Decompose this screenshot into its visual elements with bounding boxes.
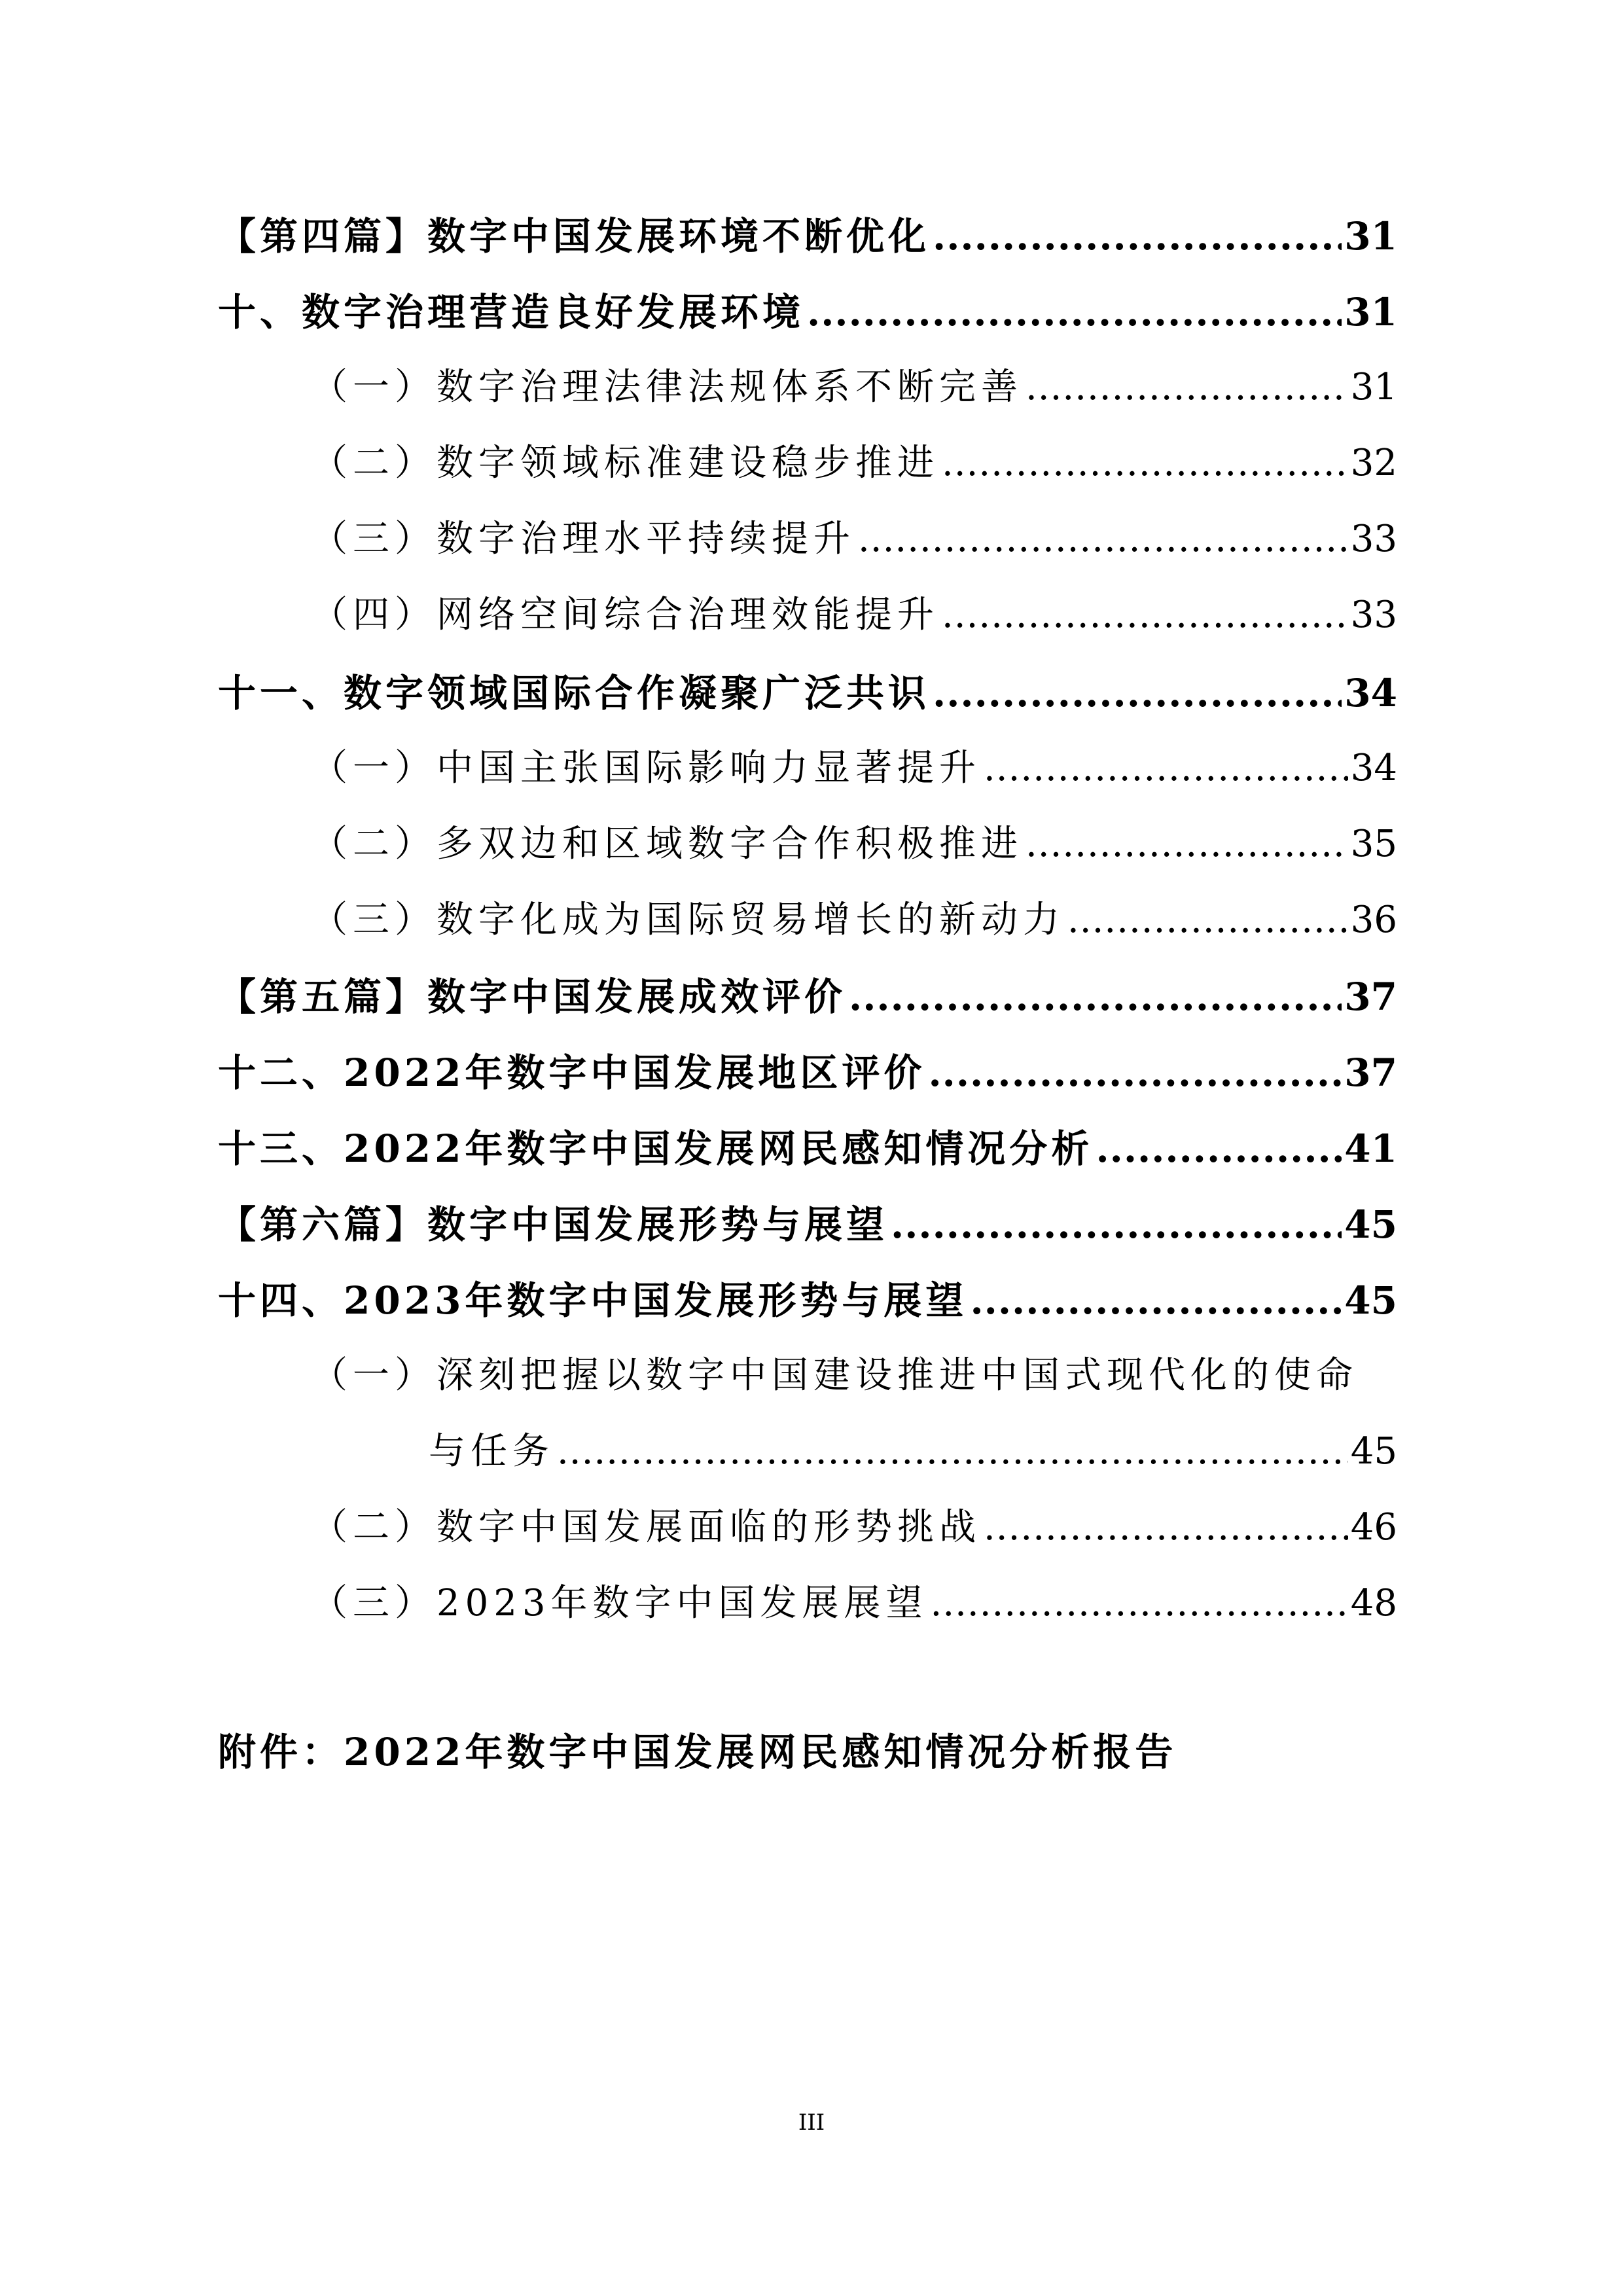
toc-entry-section-10-4[interactable] bbox=[311, 594, 1397, 636]
toc-entry-section-10-2[interactable] bbox=[311, 442, 1397, 484]
toc-entry-title: （三）数字治理水平持续提升 bbox=[311, 518, 855, 560]
dot-leader bbox=[1026, 369, 1348, 406]
toc-entry-title: （二）数字中国发展面临的形势挑战 bbox=[311, 1506, 981, 1549]
toc-entry-title: 【第六篇】数字中国发展形势与展望 bbox=[218, 1202, 889, 1247]
toc-entry-title: 十二、2022年数字中国发展地区评价 bbox=[218, 1050, 926, 1095]
toc-entry-page: 33 bbox=[1350, 594, 1397, 636]
dot-leader bbox=[858, 521, 1348, 558]
toc-entry-title: （三）2023年数字中国发展展望 bbox=[311, 1582, 928, 1624]
toc-entry-chapter-11[interactable] bbox=[218, 671, 1397, 715]
toc-entry-title: （一）数字治理法律法规体系不断完善 bbox=[311, 366, 1023, 408]
toc-entry-page: 35 bbox=[1350, 823, 1397, 865]
toc-entry-part-five[interactable] bbox=[218, 975, 1397, 1019]
toc-entry-title: 【第五篇】数字中国发展成效评价 bbox=[218, 975, 847, 1019]
toc-entry-page: 31 bbox=[1344, 214, 1397, 259]
toc-entry-title: 十三、2022年数字中国发展网民感知情况分析 bbox=[218, 1126, 1094, 1171]
toc-entry-section-14-2[interactable] bbox=[311, 1506, 1397, 1549]
dot-leader bbox=[970, 1282, 1342, 1319]
toc-entry-title: （四）网络空间综合治理效能提升 bbox=[311, 594, 939, 636]
toc-entry-chapter-10[interactable] bbox=[218, 290, 1397, 334]
toc-entry-page: 48 bbox=[1350, 1582, 1397, 1624]
dot-leader bbox=[807, 293, 1342, 331]
dot-leader bbox=[931, 1585, 1348, 1622]
dot-leader bbox=[933, 217, 1342, 255]
toc-entry-page: 31 bbox=[1350, 366, 1397, 408]
toc-entry-page: 31 bbox=[1344, 290, 1397, 334]
dot-leader bbox=[891, 1206, 1342, 1244]
appendix-heading[interactable]: 附件：2022年数字中国发展网民感知情况分析报告 bbox=[218, 1730, 1177, 1774]
toc-entry-section-14-1-line1[interactable]: （一）深刻把握以数字中国建设推进中国式现代化的使命 bbox=[311, 1354, 1358, 1397]
toc-entry-page: 34 bbox=[1344, 671, 1397, 715]
toc-entry-page: 45 bbox=[1344, 1278, 1397, 1323]
toc-entry-section-11-1[interactable] bbox=[311, 747, 1397, 789]
toc-entry-page: 41 bbox=[1344, 1126, 1397, 1171]
dot-leader bbox=[984, 1509, 1348, 1546]
toc-entry-page: 34 bbox=[1350, 747, 1397, 789]
toc-entry-page: 45 bbox=[1344, 1202, 1397, 1247]
toc-entry-chapter-12[interactable] bbox=[218, 1050, 1397, 1095]
toc-entry-chapter-13[interactable] bbox=[218, 1126, 1397, 1171]
toc-entry-title: （一）中国主张国际影响力显著提升 bbox=[311, 747, 981, 789]
toc-entry-page: 46 bbox=[1350, 1506, 1397, 1549]
toc-entry-title: 十四、2023年数字中国发展形势与展望 bbox=[218, 1278, 968, 1323]
toc-entry-section-14-1[interactable] bbox=[429, 1430, 1397, 1473]
toc-entry-section-11-3[interactable] bbox=[311, 899, 1397, 941]
toc-entry-page: 37 bbox=[1344, 975, 1397, 1019]
toc-entry-section-14-3[interactable] bbox=[311, 1582, 1397, 1624]
dot-leader bbox=[849, 978, 1342, 1016]
page-number: III bbox=[798, 2109, 825, 2136]
dot-leader bbox=[984, 750, 1348, 787]
toc-entry-title: （二）多双边和区域数字合作积极推进 bbox=[311, 823, 1023, 865]
toc-entry-page: 36 bbox=[1350, 899, 1397, 941]
dot-leader bbox=[942, 597, 1348, 634]
toc-entry-page: 33 bbox=[1350, 518, 1397, 560]
toc-entry-section-10-1[interactable] bbox=[311, 366, 1397, 408]
toc-entry-page: 45 bbox=[1350, 1430, 1397, 1473]
dot-leader bbox=[1026, 826, 1348, 863]
toc-entry-title: 十一、数字领域国际合作凝聚广泛共识 bbox=[218, 671, 931, 715]
toc-entry-part-four[interactable] bbox=[218, 214, 1397, 259]
toc-entry-title: （二）数字领域标准建设稳步推进 bbox=[311, 442, 939, 484]
toc-entry-title: 十、数字治理营造良好发展环境 bbox=[218, 290, 805, 334]
toc-entry-title: 【第四篇】数字中国发展环境不断优化 bbox=[218, 214, 931, 259]
dot-leader bbox=[1067, 902, 1348, 939]
toc-entry-chapter-14[interactable] bbox=[218, 1278, 1397, 1323]
toc-entry-title: （三）数字化成为国际贸易增长的新动力 bbox=[311, 899, 1065, 941]
toc-entry-page: 32 bbox=[1350, 442, 1397, 484]
dot-leader bbox=[928, 1054, 1342, 1092]
toc-entry-title: 与任务 bbox=[429, 1430, 554, 1473]
toc-entry-part-six[interactable] bbox=[218, 1202, 1397, 1247]
toc-entry-page: 37 bbox=[1344, 1050, 1397, 1095]
toc-entry-section-11-2[interactable] bbox=[311, 823, 1397, 865]
toc-entry-section-10-3[interactable] bbox=[311, 518, 1397, 560]
dot-leader bbox=[557, 1433, 1348, 1470]
dot-leader bbox=[1096, 1130, 1342, 1168]
dot-leader bbox=[933, 674, 1342, 712]
dot-leader bbox=[942, 445, 1348, 482]
